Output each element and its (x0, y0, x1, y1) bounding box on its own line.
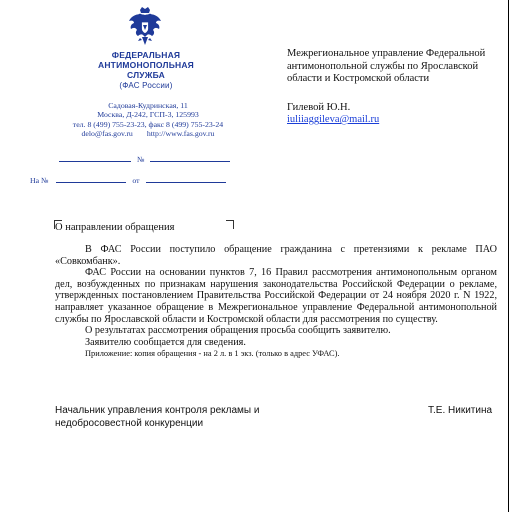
address-street: Садовая-Кудринская, 11 (108, 101, 188, 110)
agency-name-line3: СЛУЖБА (127, 70, 165, 80)
body-paragraph-4: Заявителю сообщается для сведения. (85, 336, 246, 348)
address-contacts (54, 129, 242, 138)
agency-name-line1: ФЕДЕРАЛЬНАЯ (111, 50, 181, 60)
coat-of-arms-emblem (128, 7, 162, 47)
address-phone: тел. 8 (499) 755-23-23, факс 8 (499) 755-23-24 (72, 119, 224, 129)
signatory-position (55, 405, 315, 430)
agency-abbreviation: (ФАС России) (119, 81, 173, 90)
date-blank (59, 153, 131, 162)
letter-body (55, 244, 497, 360)
number-blank (150, 153, 230, 162)
registration-number-line (59, 153, 230, 164)
agency-email[interactable]: delo@fas.gov.ru (81, 129, 133, 139)
body-paragraph-1: В ФАС России поступило обращение гражданина с претензиями к рекламе ПАО «Совкомбанк». (55, 244, 497, 267)
body-paragraph-2: ФАС России на основании пунктов 7, 16 Правил рассмотрения антимонопольным органом дел, возбужденных по признакам нарушения законодательства Российской Федерации о рекламе, утвержденных постановлением Правительства Российской Федерации от 24 ноября 2020 г. N 1922, направляет указанное обращение в Межрегиональное управление Федеральной антимонопольной службы по Ярославской области и Костромской области для рассмотрения по существу. (55, 267, 497, 325)
number-sign: № (136, 155, 145, 164)
reference-number-line (30, 174, 226, 185)
recipient-block (287, 48, 502, 127)
attachment-note: Приложение: копия обращения - на 2 л. в 1 экз. (только в адрес УФАС). (85, 349, 340, 359)
signatory-position-line1: Начальник управления контроля рекламы и (55, 405, 260, 416)
signatory-position-line2: недобросовестной конкуренции (55, 417, 204, 429)
recipient-organization: Межрегиональное управление Федеральной антимонопольной службы по Ярославской области и Костромской области (287, 48, 486, 84)
na-label: На № (30, 176, 49, 185)
page-edge-border (508, 0, 509, 512)
subject-line: О направлении обращения (55, 222, 175, 233)
address-city: Москва, Д-242, ГСП-3, 125993 (97, 110, 199, 120)
agency-name (68, 50, 224, 91)
recipient-email[interactable]: iuliiaggileva@mail.ru (287, 114, 380, 125)
subject-corner-right (226, 220, 234, 229)
agency-website[interactable]: http://www.fas.gov.ru (146, 129, 215, 139)
ot-label: от (132, 176, 140, 185)
agency-address-block (54, 101, 242, 139)
signatory-name: Т.Е. Никитина (428, 405, 493, 416)
recipient-person: Гилевой Ю.Н. (287, 101, 351, 113)
agency-name-line2: АНТИМОНОПОЛЬНАЯ (98, 60, 194, 70)
ref-number-blank (56, 174, 126, 183)
ref-date-blank (146, 174, 226, 183)
body-paragraph-3: О результатах рассмотрения обращения просьба сообщить заявителю. (85, 325, 391, 337)
